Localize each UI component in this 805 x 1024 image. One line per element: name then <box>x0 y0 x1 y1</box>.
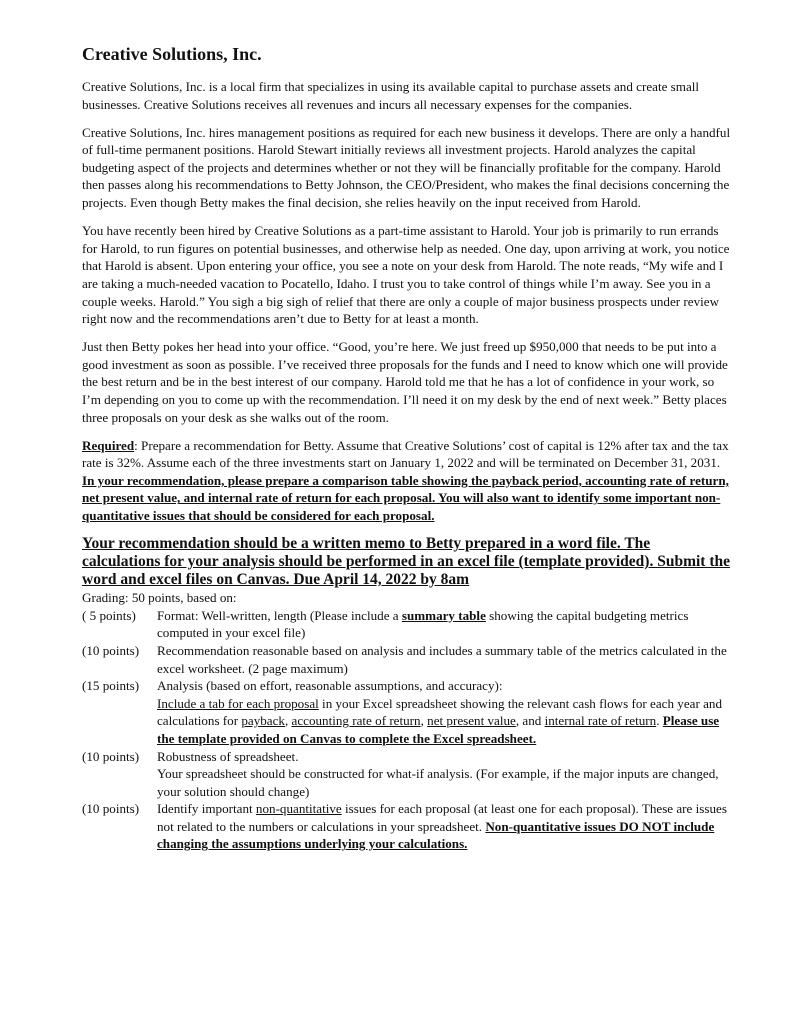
grading-description: Recommendation reasonable based on analysis and includes a summary table of the metrics calculated in the excel worksheet. (2 page maximum) <box>157 642 727 676</box>
grading-description <box>157 677 732 747</box>
grading-description <box>157 748 732 801</box>
grading-emphasis: summary table <box>401 607 486 623</box>
grading-underline: payback <box>241 713 285 729</box>
required-text: : Prepare a recommendation for Betty. Assume that Creative Solutions’ cost of capital is 12% after tax and the tax rate is 32%. Assume each of the three investments start on January 1, 2022 and will be terminated on December 31, 2031. <box>82 437 729 471</box>
grading-text: showing the capital budgeting metrics computed in your excel file) <box>157 607 689 641</box>
grading-text: , <box>284 713 292 729</box>
grading-points: (10 points) <box>82 801 140 817</box>
grading-description <box>157 607 732 642</box>
grading-text: , and <box>515 713 545 729</box>
submission-instructions: Your recommendation should be a written memo to Betty prepared in a word file. The calculations for your analysis should be performed in an excel file (template provided). Submit the word and excel files on Canvas. Due April 14, 2022 by 8am <box>82 535 730 589</box>
grading-item-analysis <box>82 677 732 747</box>
grading-text: Robustness of spreadsheet. <box>157 748 299 764</box>
required-label: Required <box>82 437 135 453</box>
grading-text: Identify important <box>157 801 256 817</box>
grading-underline: internal rate of return <box>544 713 657 729</box>
grading-underline: Include a tab for each proposal <box>157 695 319 711</box>
grading-points: ( 5 points) <box>82 607 136 623</box>
grading-text: Format: Well-written, length (Please include a <box>157 607 402 623</box>
grading-underline: accounting rate of return <box>291 713 421 729</box>
paragraph-intro: Creative Solutions, Inc. is a local firm that specializes in using its available capital to purchase assets and create small businesses. Creative Solutions receives all revenues and incurs all necessary expenses for the companies. <box>82 79 700 112</box>
grading-text: issues for each proposal (at least one for each proposal). These are issues not related to the numbers or calculations in your spreadsheet. <box>157 801 727 834</box>
grading-header: Grading: 50 points, based on: <box>82 590 237 606</box>
grading-text: , <box>420 713 428 729</box>
grading-description <box>157 800 732 853</box>
grading-text: in your Excel spreadsheet showing the relevant cash flows for each year and calculations for <box>157 695 722 729</box>
document-title: Creative Solutions, Inc. <box>82 44 262 64</box>
grading-underline: net present value <box>427 713 516 729</box>
grading-points: (10 points) <box>82 642 140 658</box>
grading-text: Your spreadsheet should be constructed for what-if analysis. (For example, if the major inputs are changed, your solution should change) <box>157 766 719 799</box>
grading-emphasis: Please use the template provided on Canvas to complete the Excel spreadsheet. <box>157 713 720 746</box>
grading-item-robustness <box>82 748 732 801</box>
grading-text: Analysis (based on effort, reasonable assumptions, and accuracy): <box>157 678 503 694</box>
paragraph-assistant: You have recently been hired by Creative Solutions as a part-time assistant to Harold. Your job is primarily to run errands for Harold, to run figures on potential businesses, and otherwise help as needed. One day, upon arriving at work, you notice that Harold is absent. Upon entering your office, you see a note on your desk from Harold. The note reads, “My wife and I are taking a much-needed vacation to Pocatello, Idaho. I trust you to take control of things while I’m away. See you in a couple weeks. Harold.” You sigh a big sigh of relief that there are only a couple of major business prospects under review right now and the recommendations aren’t due to Betty for at least a month. <box>82 223 730 327</box>
paragraph-betty: Just then Betty pokes her head into your office. “Good, you’re here. We just freed up $950,000 that needs to be put into a good investment as soon as possible. I’ve received three proposals for the funds and I need to know which one will provide the best return and be in the best interest of our company. Harold told me that he has a lot of confidence in your work, so I’m depending on you to come up with the recommendation. I’ll need it on my desk by the end of next week.” Betty places three proposals on your desk as she walks out of the room. <box>82 339 728 425</box>
required-emphasis: In your recommendation, please prepare a comparison table showing the payback period, accounting rate of return, net present value, and internal rate of return for each proposal. You will also want to identify some important non-quantitative issues that should be considered for each proposal. <box>82 472 729 524</box>
document-page <box>82 42 732 853</box>
grading-item-format <box>82 607 732 642</box>
required-paragraph <box>82 437 732 525</box>
grading-points: (15 points) <box>82 678 140 694</box>
grading-underline: non-quantitative <box>255 801 342 817</box>
grading-item-recommendation <box>82 642 732 677</box>
grading-text: . <box>656 713 663 729</box>
grading-item-nonquantitative <box>82 800 732 853</box>
grading-section <box>82 589 732 853</box>
grading-points: (10 points) <box>82 748 140 764</box>
paragraph-management: Creative Solutions, Inc. hires management positions as required for each new business it develops. There are only a handful of full-time permanent positions. Harold Stewart initially reviews all investment projects. Harold analyzes the capital budgeting aspect of the projects and determines whether or not they will be financially profitable for the company. Harold then passes along his recommendations to Betty Johnson, the CEO/President, who makes the final decisions concerning the projects. Even though Betty makes the final decision, she relies heavily on the input received from Harold. <box>82 124 731 211</box>
grading-emphasis: Non-quantitative issues DO NOT include changing the assumptions underlying your calculations. <box>157 818 715 852</box>
